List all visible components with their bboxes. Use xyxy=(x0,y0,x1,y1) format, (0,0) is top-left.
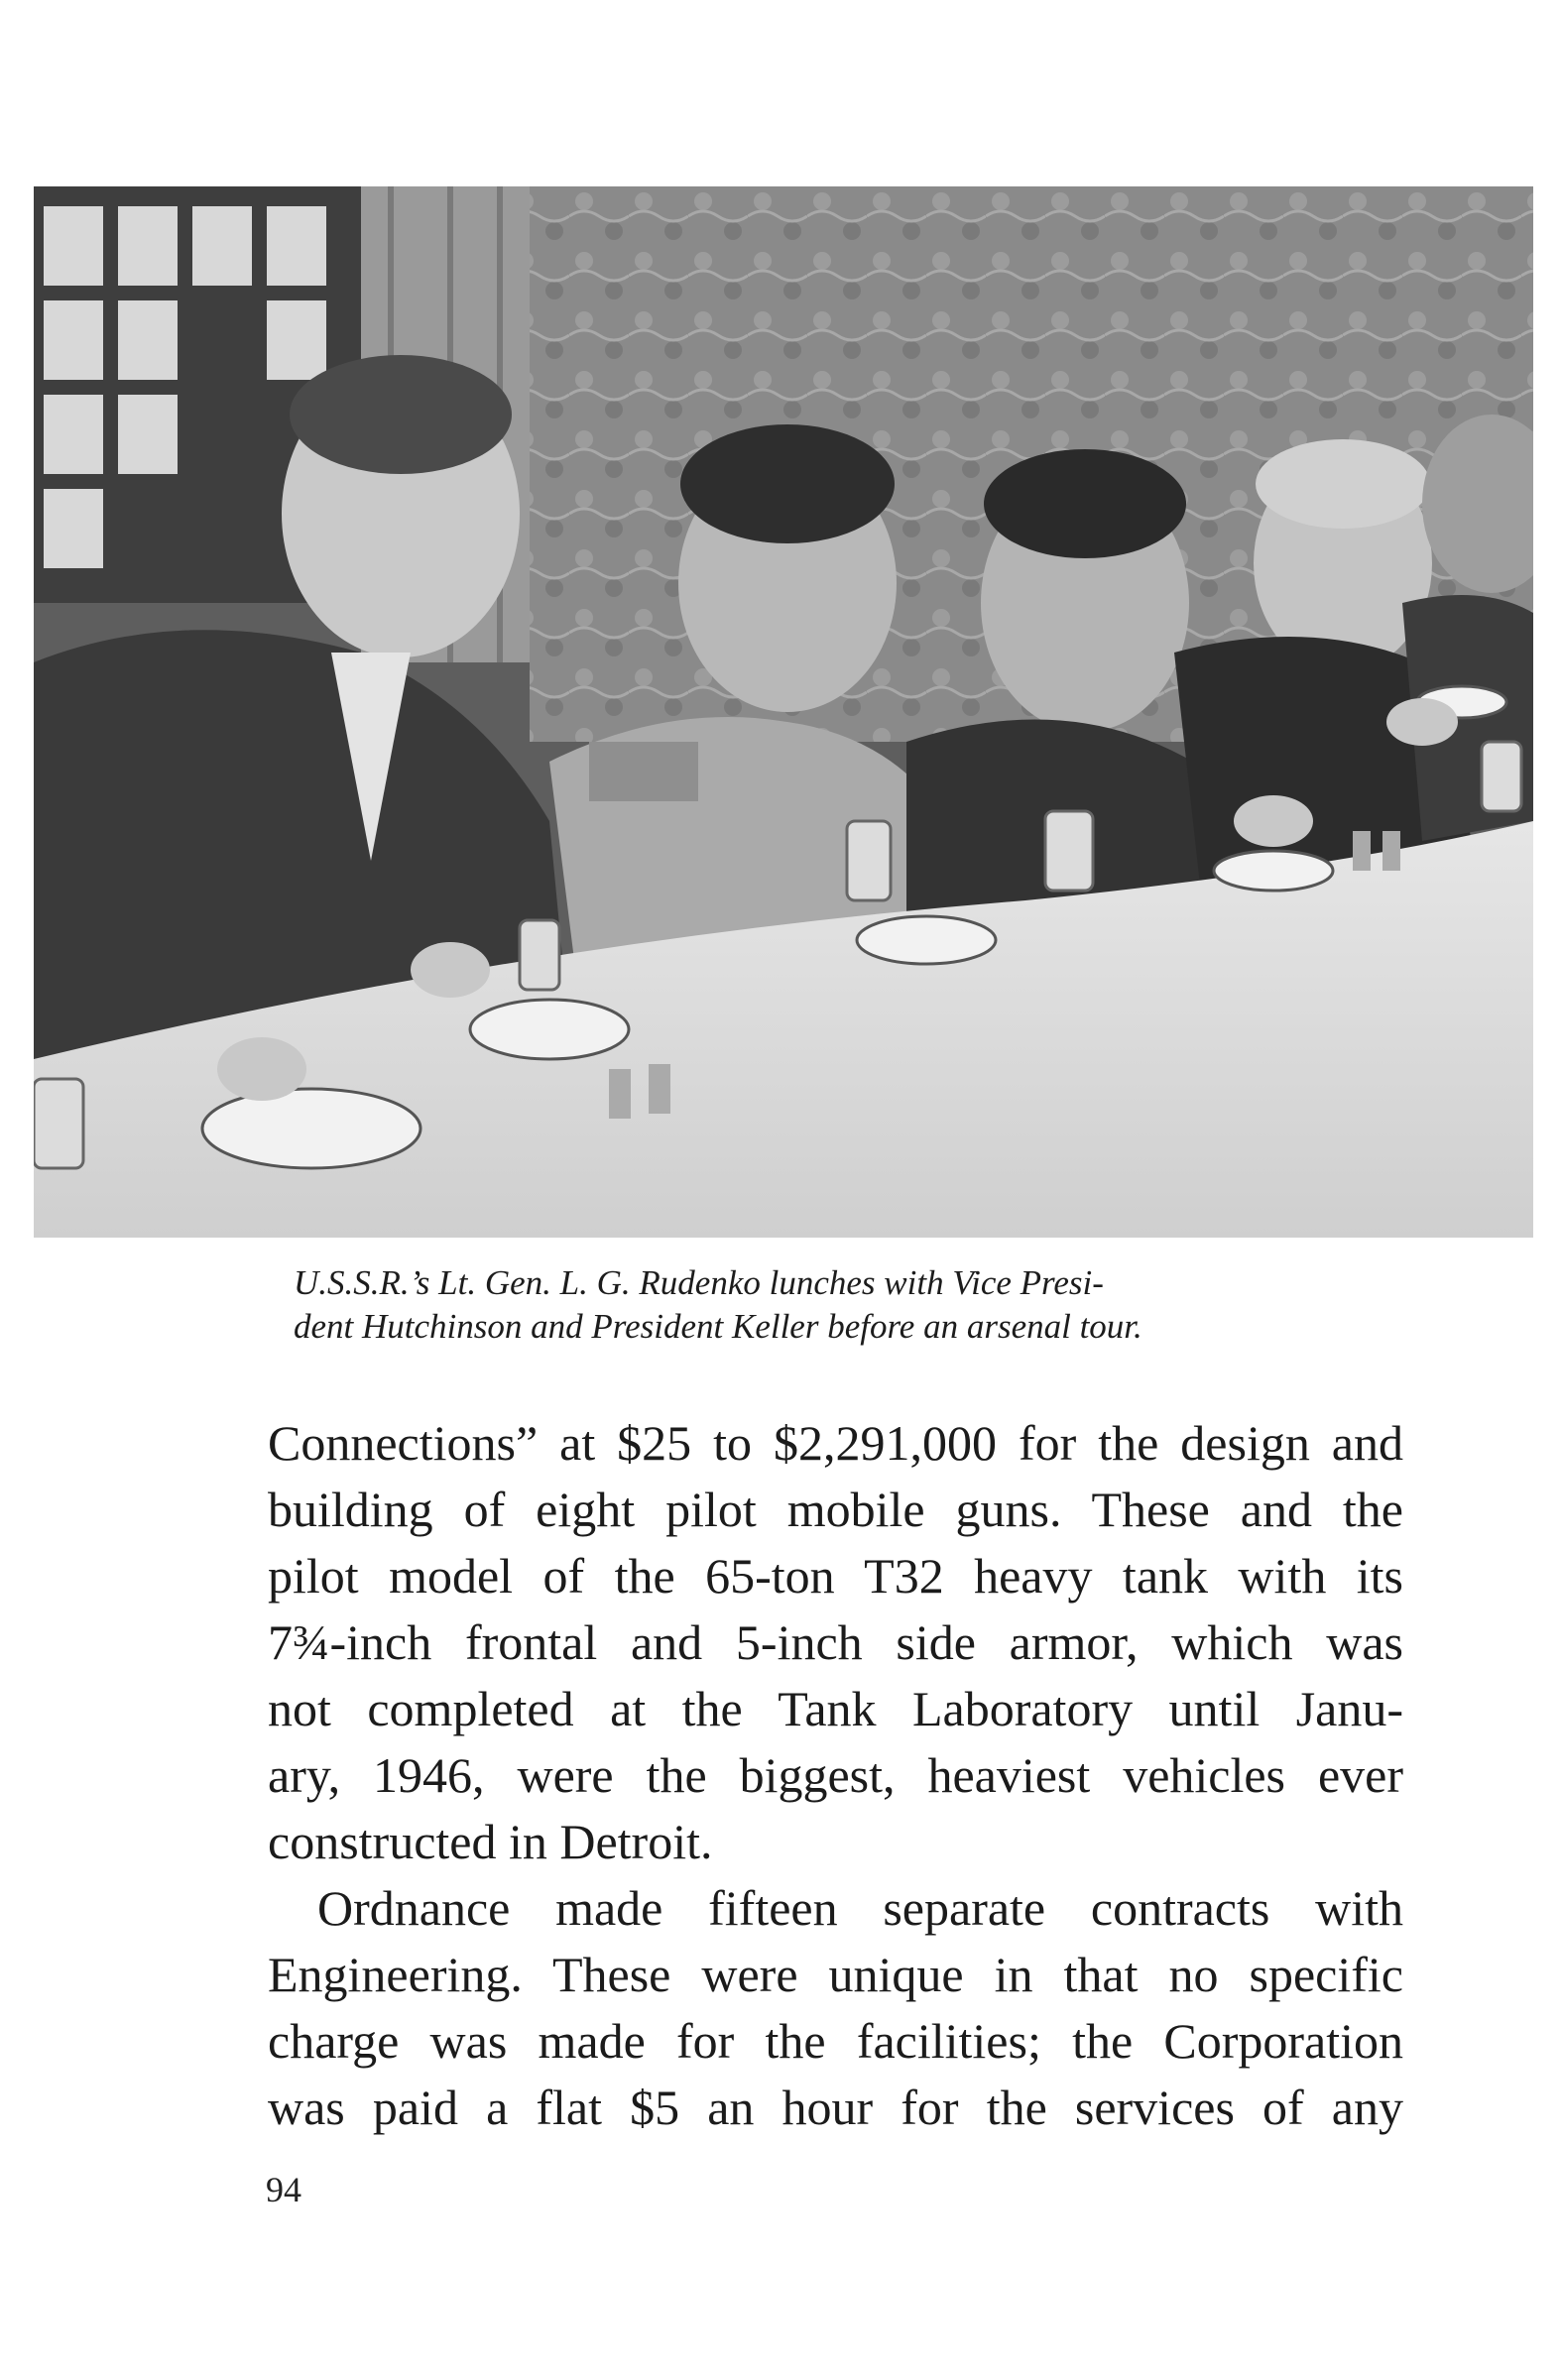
text-line: Connections” at $25 to $2,291,000 for the design and xyxy=(268,1415,1403,1471)
text-line: ary, 1946, were the biggest, heaviest vehicles ever xyxy=(268,1747,1403,1803)
text-line: constructed in Detroit. xyxy=(268,1814,713,1869)
text-line: Ordnance made fifteen separate contracts with xyxy=(317,1880,1403,1936)
paragraph xyxy=(268,1875,1403,2141)
paragraph xyxy=(268,1410,1403,1875)
text-line: charge was made for the facilities; the Corporation xyxy=(268,2013,1403,2069)
page-number: 94 xyxy=(266,2170,301,2209)
text-line: not completed at the Tank Laboratory until Janu- xyxy=(268,1681,1403,1736)
text-line: 7¾-inch frontal and 5-inch side armor, which was xyxy=(268,1614,1403,1670)
body-text xyxy=(268,1410,1403,2141)
text-line: pilot model of the 65-ton T32 heavy tank with its xyxy=(268,1548,1403,1604)
photo-caption xyxy=(294,1261,1365,1349)
text-line: building of eight pilot mobile guns. These and the xyxy=(268,1482,1403,1537)
caption-line: U.S.S.R.’s Lt. Gen. L. G. Rudenko lunches with Vice Presi- xyxy=(294,1263,1104,1302)
photograph-icon xyxy=(34,186,1533,1238)
text-line: Engineering. These were unique in that no specific xyxy=(268,1947,1403,2002)
photograph xyxy=(34,186,1533,1238)
text-line: was paid a flat $5 an hour for the services of any xyxy=(268,2080,1403,2135)
caption-line: dent Hutchinson and President Keller before an arsenal tour. xyxy=(294,1307,1142,1346)
